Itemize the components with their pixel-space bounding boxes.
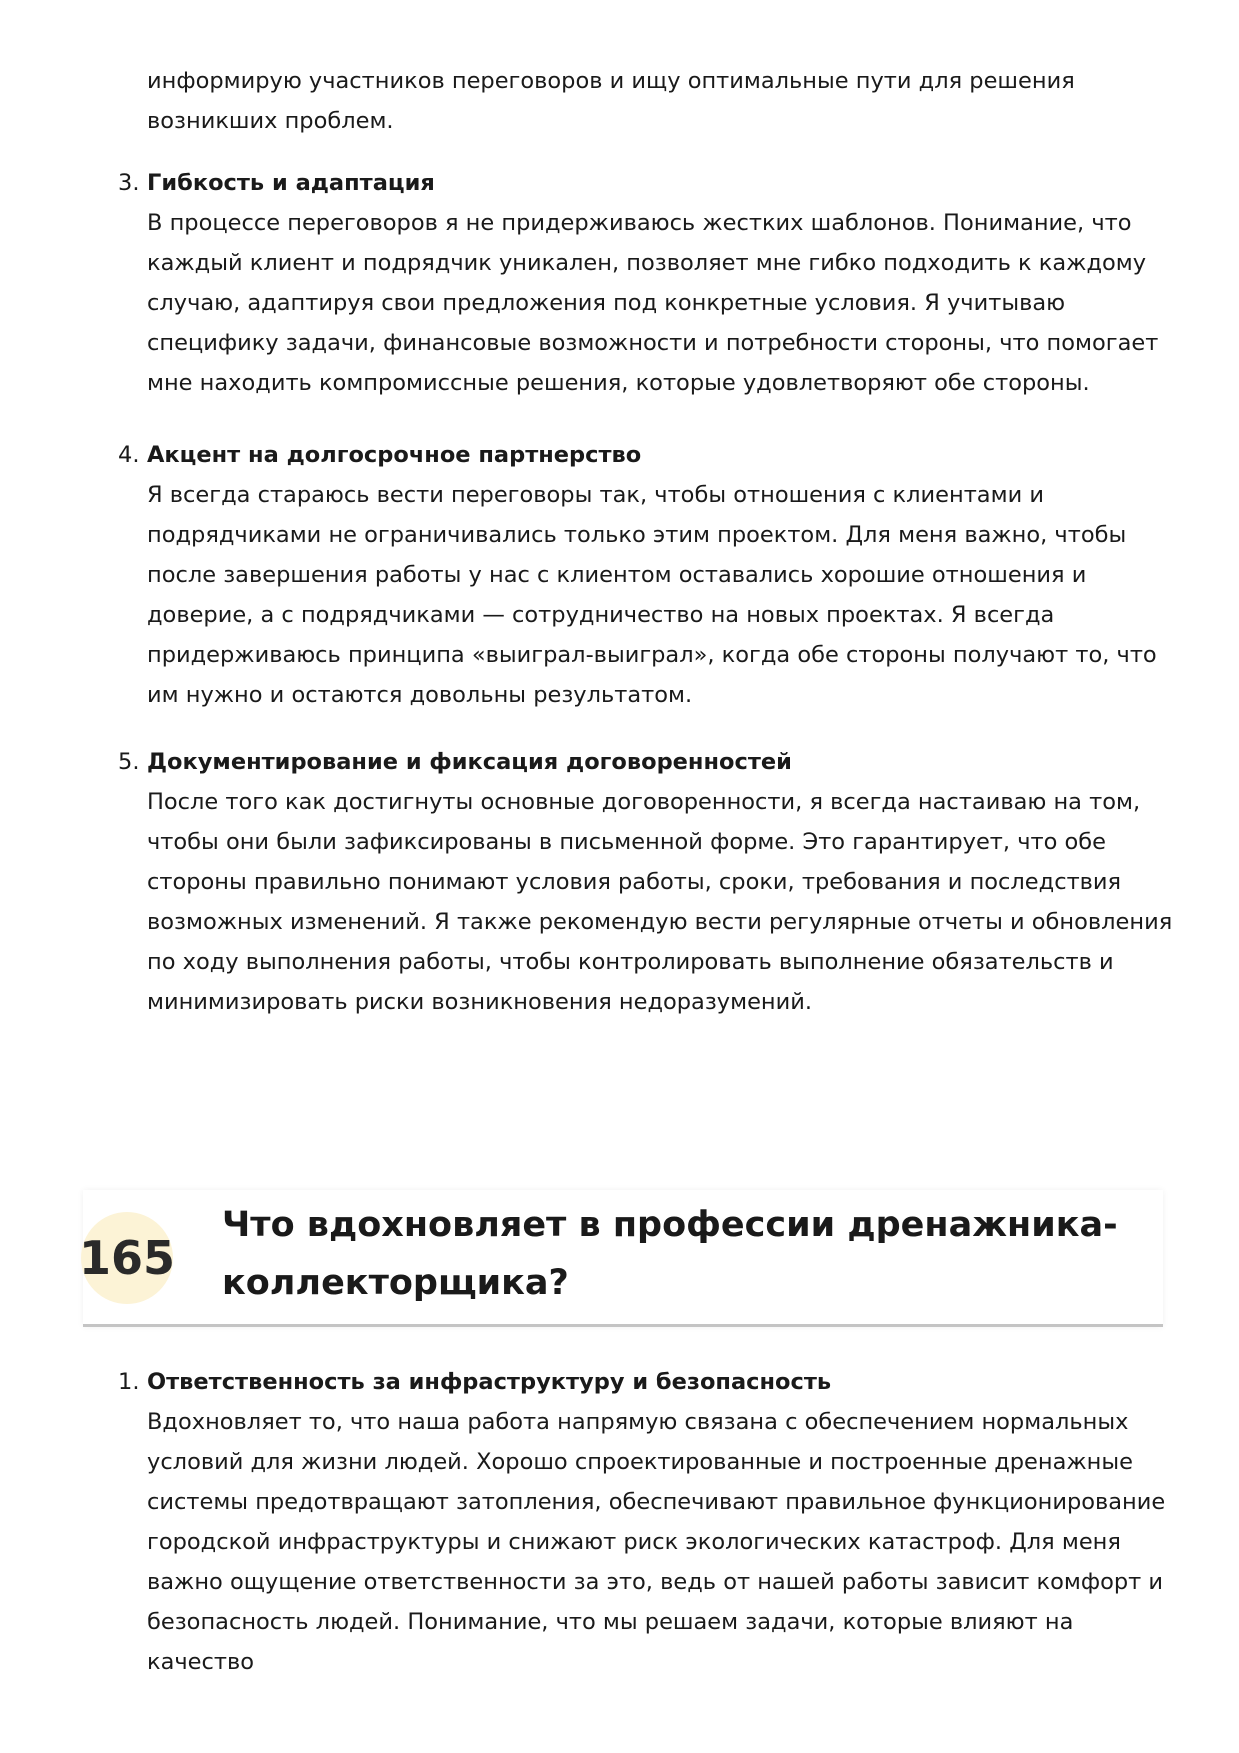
section-number-badge: 165 <box>81 1212 173 1304</box>
list-item-content <box>147 1362 1177 1682</box>
list-item-title: Акцент на долгосрочное партнерство <box>147 442 642 468</box>
list-item-body: В процессе переговоров я не придерживаюсь жестких шаблонов. Понимание, что каждый клиент и подрядчик уникален, позволяет мне гибко подходить к каждому случаю, адаптируя свои предложения под конкретные условия. Я учитываю специфику задачи, финансовые возможности и потребности стороны, что помогает мне находить компромиссные решения, которые удовлетворяют обе стороны. <box>147 210 1159 396</box>
list-item-number: 1. <box>118 1369 140 1395</box>
list-item-number: 5. <box>118 749 140 775</box>
list-item-number: 4. <box>118 442 140 468</box>
list-item-content <box>147 435 1177 715</box>
section-title: Что вдохновляет в профессии дренажника-коллекторщика? <box>222 1205 1118 1303</box>
continuation-paragraph: информирую участников переговоров и ищу оптимальные пути для решения возникших проблем. <box>147 68 1075 134</box>
list-item-body: После того как достигнуты основные договоренности, я всегда настаиваю на том, чтобы они были зафиксированы в письменной форме. Это гарантирует, что обе стороны правильно понимают условия работы, сроки, требования и последствия возможных изменений. Я также рекомендую вести регулярные отчеты и обновления по ходу выполнения работы, чтобы контролировать выполнение обязательств и минимизировать риски возникновения недоразумений. <box>147 789 1173 1015</box>
list-item-body: Я всегда стараюсь вести переговоры так, чтобы отношения с клиентами и подрядчиками не ограничивались только этим проектом. Для меня важно, чтобы после завершения работы у нас с клиентом оставались хорошие отношения и доверие, а с подрядчиками — сотрудничество на новых проектах. Я всегда придерживаюсь принципа «выиграл-выиграл», когда обе стороны получают то, что им нужно и остаются довольны результатом. <box>147 482 1157 708</box>
list-item-content <box>147 163 1177 403</box>
list-item-title: Ответственность за инфраструктуру и безопасность <box>147 1369 832 1395</box>
list-item-body: Вдохновляет то, что наша работа напрямую связана с обеспечением нормальных условий для жизни людей. Хорошо спроектированные и построенные дренажные системы предотвращают затопления, обеспечивают правильное функционирование городской инфраструктуры и снижают риск экологических катастроф. Для меня важно ощущение ответственности за это, ведь от нашей работы зависит комфорт и безопасность людей. Понимание, что мы решаем задачи, которые влияют на качество <box>147 1409 1166 1675</box>
list-item-title: Гибкость и адаптация <box>147 170 435 196</box>
list-item-number: 3. <box>118 170 140 196</box>
list-item-title: Документирование и фиксация договоренностей <box>147 749 792 775</box>
section-header <box>78 1190 1163 1327</box>
list-item-content <box>147 742 1177 1022</box>
